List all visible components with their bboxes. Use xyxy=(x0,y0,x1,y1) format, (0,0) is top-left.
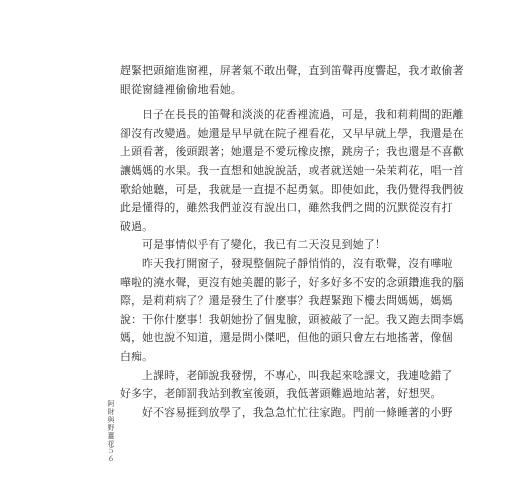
text-line: 趕緊把頭縮進窗裡，屏著氣不敢出聲，直到笛聲再度響起，我才敢偷著 xyxy=(120,64,464,77)
text-line: 讓媽媽的水果。我一直想和她說說話，或者就送她一朵茉莉花，唱一首 xyxy=(120,163,464,177)
text-line: 上頭看著，後頭跟著；她還是不愛玩橡皮擦，跳房子；我也還是不喜歡 xyxy=(120,145,464,159)
paragraph xyxy=(120,106,464,236)
paragraph xyxy=(120,255,464,367)
running-head: 阿財與野薑花 xyxy=(107,400,115,448)
paragraph xyxy=(120,236,408,255)
text-line: 可是事情似乎有了變化，我已有二天沒見到她了！ xyxy=(142,238,386,252)
text-line: 上課時，老師說我發愣，不專心，叫我起來唸課文，我連唸錯了 xyxy=(142,368,453,382)
text-line: 此是懂得的，雖然我們並沒有說出口，雖然我們之間的沉默從沒有打 xyxy=(120,201,453,215)
text-line: 昨天我打開窗子，發現整個院子靜悄悄的，沒有歌聲，沒有嘩啦 xyxy=(142,256,453,270)
text-line: 白痴。 xyxy=(120,349,154,363)
body-text xyxy=(120,62,464,422)
paragraph xyxy=(120,367,453,404)
text-line: 說：干你什麼事！我朝她扮了個鬼臉，頭被敲了一記。我又跑去問李媽 xyxy=(120,312,464,326)
text-line: 好多字，老師罰我站到教室後頭，我低著頭難過地站著，好想哭。 xyxy=(120,387,442,401)
text-line: 日子在長長的笛聲和淡淡的花香裡流過，可是，我和莉莉間的距離 xyxy=(142,108,464,122)
text-line: 好不容易捱到放學了，我急急忙忙往家跑。門前一條睡著的小野 xyxy=(142,405,453,419)
paragraph xyxy=(120,404,453,423)
text-line: 際，是莉莉病了？還是發生了什麼事？我趕緊跑下樓去問媽媽，媽媽 xyxy=(120,294,453,308)
text-line: 歌給她聽，可是，我就是一直提不起勇氣。即使如此，我仍覺得我們彼 xyxy=(120,182,464,196)
text-line: 媽，她也說不知道，還是問小傑吧，但他的頭只會左右地搖著，像個 xyxy=(120,331,453,345)
text-line: 嘩啦的澆水聲，更沒有她美麗的影子，好多好多不安的念頭鑽進我的腦 xyxy=(120,275,464,289)
text-line: 破過。 xyxy=(120,219,154,233)
text-line: 眼從窗縫裡偷偷地看她。 xyxy=(120,82,242,96)
text-line: 卻沒有改變過。她還是早早就在院子裡看花，又早早就上學，我還是在 xyxy=(120,126,464,140)
page-number: ５６ xyxy=(107,447,115,463)
paragraph xyxy=(120,62,464,99)
